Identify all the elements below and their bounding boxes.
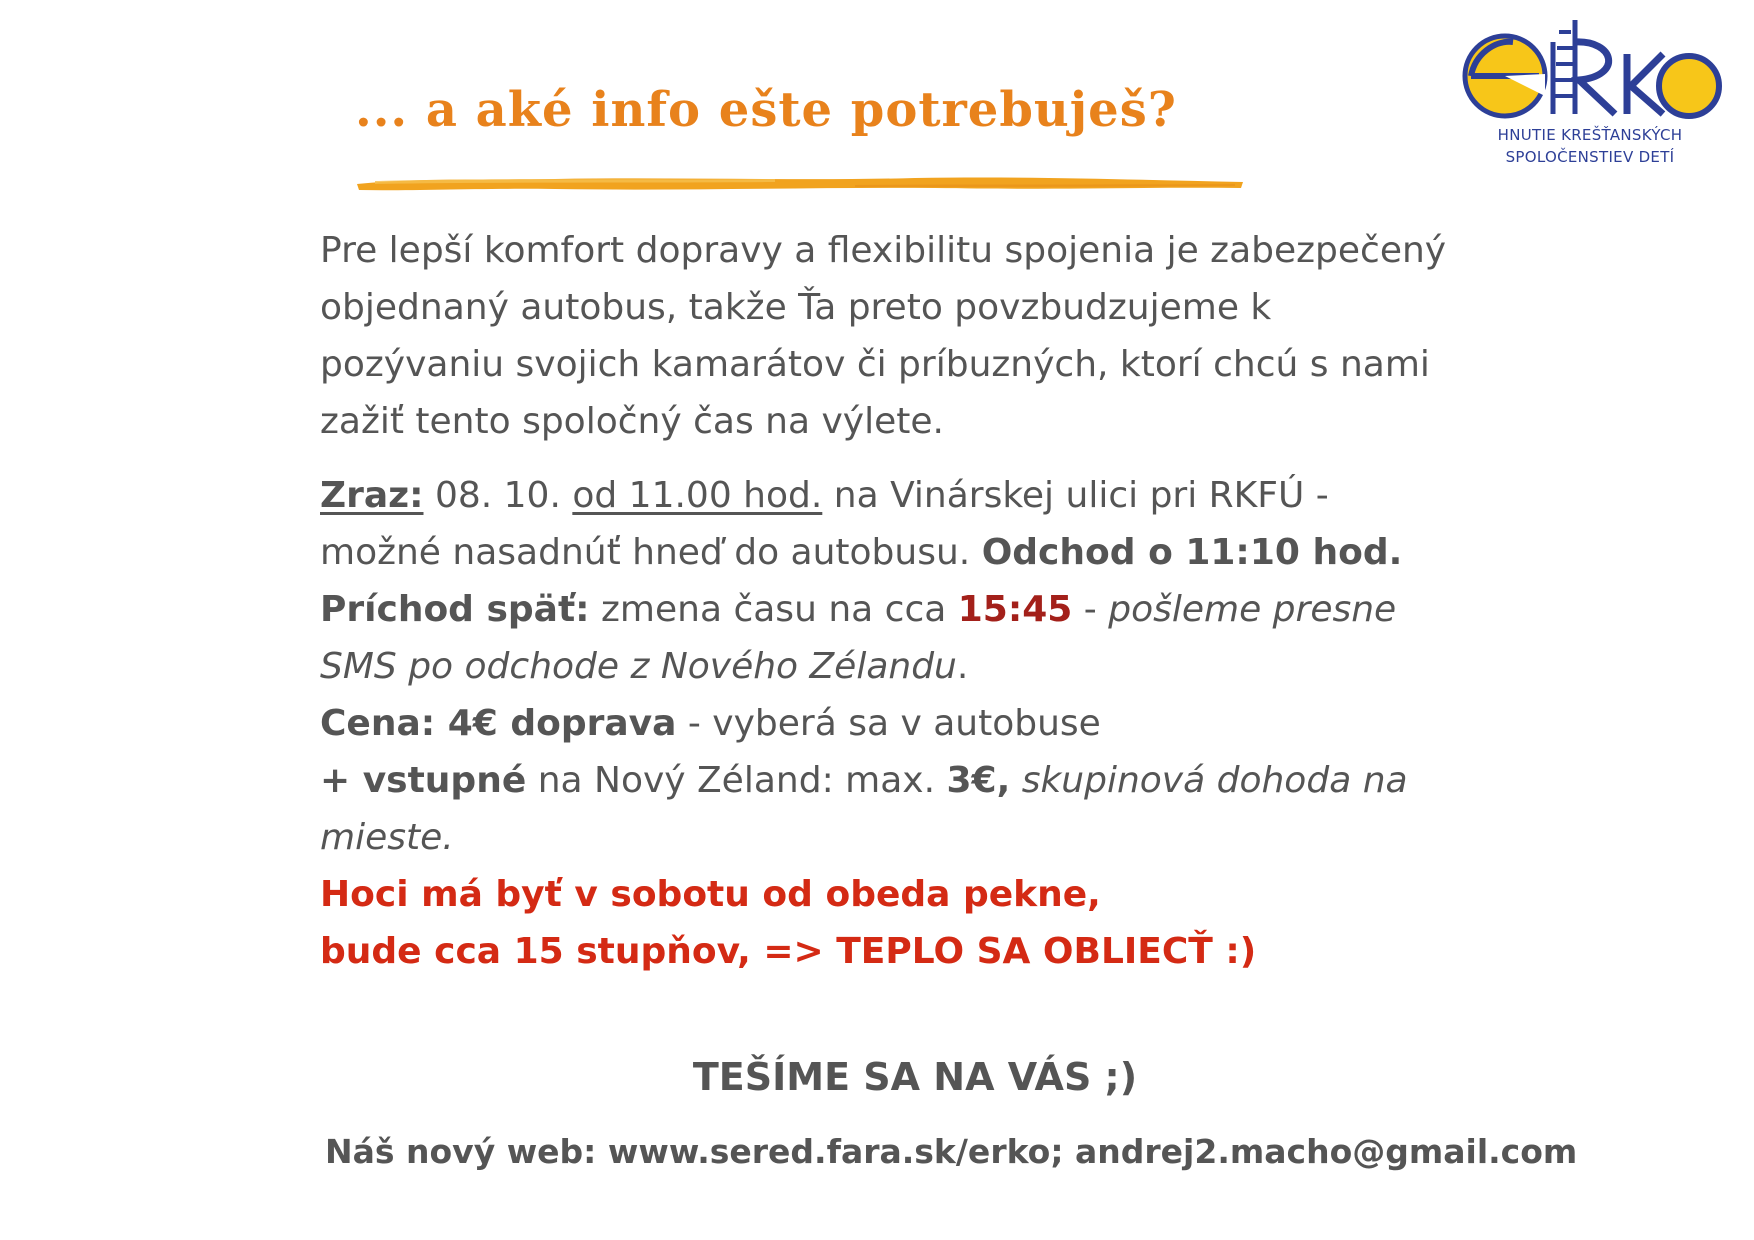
entry-fee-note: skupinová dohoda na mieste. [320, 760, 1408, 858]
weather-line2: bude cca 15 stupňov, => TEPLO SA OBLIECŤ :) [320, 931, 1257, 972]
details-block [320, 467, 1460, 980]
departure-time: Odchod o 11:10 hod. [981, 532, 1403, 573]
entry-fee-amount: 3€, [946, 760, 1011, 801]
return-time: 15:45 [957, 589, 1073, 630]
return-note: pošleme presne SMS po odchode z Nového Zélandu [320, 589, 1397, 687]
zraz-place: na Vinárskej ulici pri RKFÚ - možné nasadnúť hneď do autobusu. [320, 475, 1329, 573]
entry-fee-text: na Nový Zéland: max. [526, 760, 947, 801]
logo-subtitle-line1: HNUTIE KREŠŤANSKÝCH [1497, 126, 1683, 144]
info-content [320, 222, 1460, 980]
zraz-label: Zraz: [320, 475, 424, 516]
erko-logo [1455, 14, 1725, 174]
erko-logo-mark [1455, 14, 1725, 124]
return-text: zmena času na cca [589, 589, 958, 630]
price-label: Cena: 4€ doprava [320, 703, 677, 744]
zraz-time: od 11.00 hod. [572, 475, 823, 516]
page-title: ... a aké info ešte potrebuješ? [355, 82, 1177, 138]
weather-line1: Hoci má byť v sobotu od obeda pekne, [320, 874, 1101, 915]
intro-paragraph: Pre lepší komfort dopravy a flexibilitu spojenia je zabezpečený objednaný autobus, takže Ťa preto povzbudzujeme k pozývaniu svojich kamarátov či príbuzných, ktorí chcú s nami zažiť tento spoločný čas na výlete. [320, 230, 1447, 442]
closing-message: TEŠÍME SA NA VÁS ;) [692, 1055, 1138, 1099]
footer-contact: Náš nový web: www.sered.fara.sk/erko; andrej2.macho@gmail.com [325, 1132, 1578, 1171]
return-end: . [956, 646, 969, 687]
return-label: Príchod späť: [320, 589, 590, 630]
logo-subtitle-line2: SPOLOČENSTIEV DETÍ [1505, 148, 1675, 166]
entry-fee-label: + vstupné [320, 760, 527, 801]
zraz-date: 08. 10. [423, 475, 573, 516]
return-separator: - [1072, 589, 1109, 630]
price-text: - vyberá sa v autobuse [676, 703, 1101, 744]
title-underline-brushstroke [355, 172, 1245, 194]
